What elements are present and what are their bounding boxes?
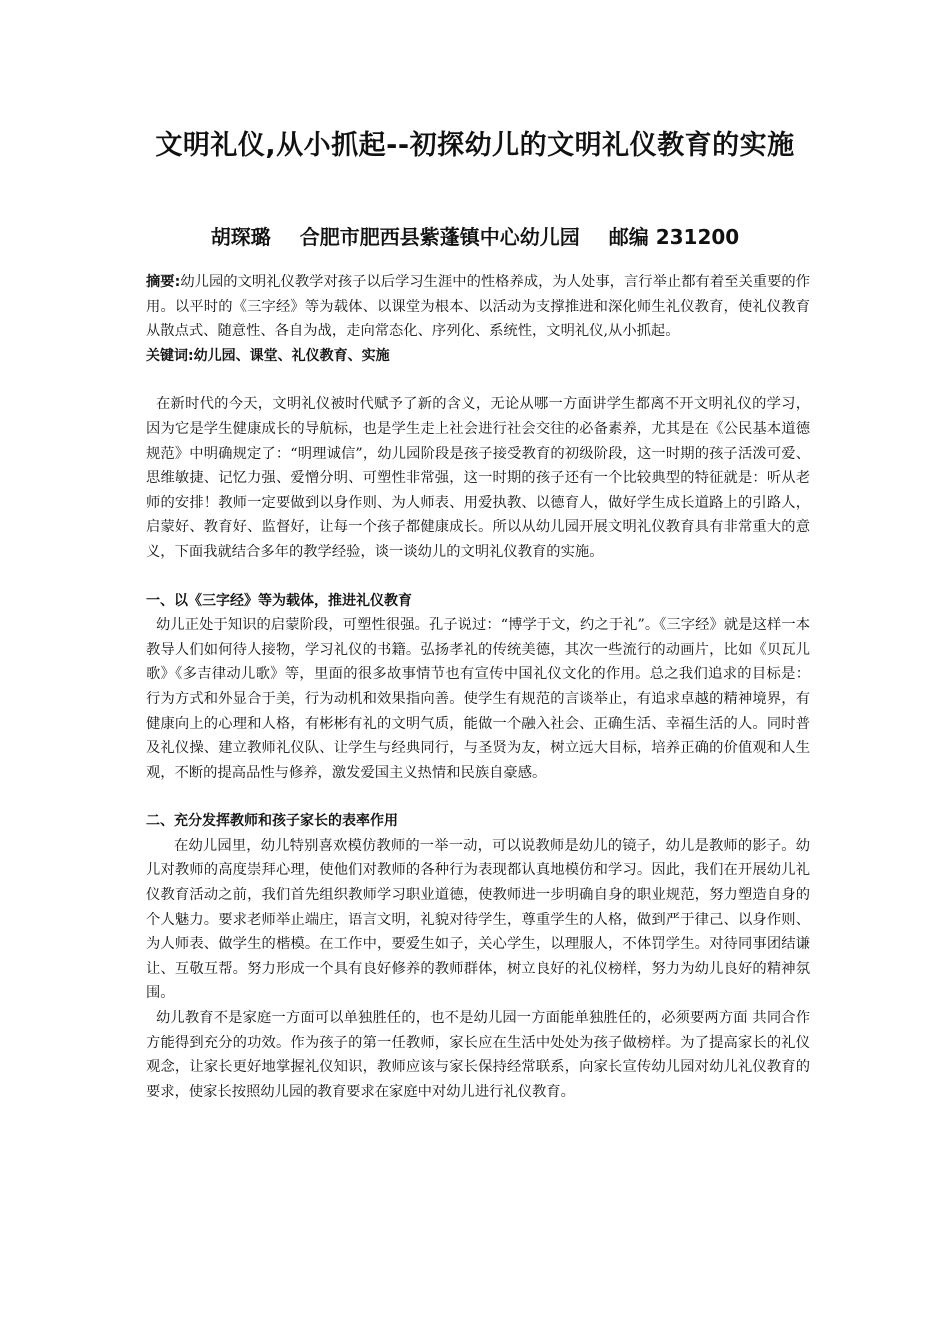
author-postcode: 邮编 231200 — [608, 225, 740, 249]
abstract-label: 摘要: — [146, 274, 181, 290]
author-name: 胡琛璐 — [210, 225, 271, 249]
keywords: 关键词:幼儿园、课堂、礼仪教育、实施 — [146, 347, 390, 364]
spacer — [146, 368, 810, 392]
spacer — [146, 785, 810, 809]
intro-paragraph: 在新时代的今天，文明礼仪被时代赋予了新的含义，无论从哪一方面讲学生都离不开文明礼仪的学习，因为它是学生健康成长的导航标，也是学生走上社会进行社会交往的必备素养，尤其是在《公民基本道德规范》中明确规定了：“明理诚信”，幼儿园阶段是孩子接受教育的初级阶段，这一时期的孩子活泼可爱、思维敏捷、记忆力强、爱憎分明、可塑性非常强，这一时期的孩子还有一个比较典型的特征就是：听从老师的安排！教师一定要做到以身作则、为人师表、用爱执教、以德育人，做好学生成长道路上的引路人，启蒙好、教育好、监督好，让每一个孩子都健康成长。所以从幼儿园开展文明礼仪教育具有非常重大的意义，下面我就结合多年的教学经验，谈一谈幼儿的文明礼仪教育的实施。 — [146, 396, 810, 560]
document-title: 文明礼仪,从小抓起--初探幼儿的文明礼仪教育的实施 — [155, 130, 795, 161]
author-organization: 合肥市肥西县紫蓬镇中心幼儿园 — [299, 225, 580, 249]
document-body — [146, 270, 810, 1104]
section-heading: 一、以《三字经》等为载体，推进礼仪教育 — [146, 592, 412, 609]
section-paragraph: 在幼儿园里，幼儿特别喜欢模仿教师的一举一动，可以说教师是幼儿的镜子，幼儿是教师的影子。幼儿对教师的高度崇拜心理，使他们对教师的各种行为表现都认真地模仿和学习。因此，我们在开展幼儿礼仪教育活动之前，我们首先组织教师学习职业道德，使教师进一步明确自身的职业规范，努力塑造自身的个人魅力。要求老师举止端庄，语言文明，礼貌对待学生，尊重学生的人格，做到严于律己、以身作则、为人师表、做学生的楷模。在工作中，要爱生如子，关心学生，以理服人，不体罚学生。对待同事团结谦让、互敬互帮。努力形成一个具有良好修养的教师群体，树立良好的礼仪榜样，努力为幼儿良好的精神氛围。 — [146, 837, 810, 1002]
abstract-text: 幼儿园的文明礼仪教学对孩子以后学习生涯中的性格养成，为人处事，言行举止都有着至关重要的作用。以平时的《三字经》等为载体、以课堂为根本、以活动为支撑推进和深化师生礼仪教育，使礼仪教育从散点式、随意性、各自为战，走向常态化、序列化、系统性，文明礼仪,从小抓起。 — [146, 274, 810, 340]
section-paragraph: 幼儿教育不是家庭一方面可以单独胜任的，也不是幼儿园一方面能单独胜任的，必须要两方面 共同合作方能得到充分的功效。作为孩子的第一任教师，家长应在生活中处处为孩子做榜样。为了提高家长的礼仪观念，让家长更好地掌握礼仪知识，教师应该与家长保持经常联系，向家长宣传幼儿园对幼儿礼仪教育的要求，使家长按照幼儿园的教育要求在家庭中对幼儿进行礼仪教育。 — [146, 1010, 810, 1100]
section-heading: 二、充分发挥教师和孩子家长的表率作用 — [146, 813, 398, 830]
abstract-paragraph — [146, 270, 810, 344]
section-paragraph: 幼儿正处于知识的启蒙阶段，可塑性很强。孔子说过：“博学于文，约之于礼”。《三字经》就是这样一本教导人们如何待人接物，学习礼仪的书籍。弘扬孝礼的传统美德，其次一些流行的动画片，比如《贝瓦儿歌》《多吉律动儿歌》等，里面的很多故事情节也有宣传中国礼仪文化的作用。总之我们追求的目标是：行为方式和外显合于美，行为动机和效果指向善。使学生有规范的言谈举止，有追求卓越的精神境界，有健康向上的心理和人格，有彬彬有礼的文明气质，能做一个融入社会、正确生活、幸福生活的人。同时普及礼仪操、建立教师礼仪队、让学生与经典同行，与圣贤为友，树立远大目标，培养正确的价值观和人生观，不断的提高品性与修养，激发爱国主义热情和民族自豪感。 — [146, 617, 810, 781]
author-line — [0, 222, 950, 252]
spacer — [146, 565, 810, 589]
